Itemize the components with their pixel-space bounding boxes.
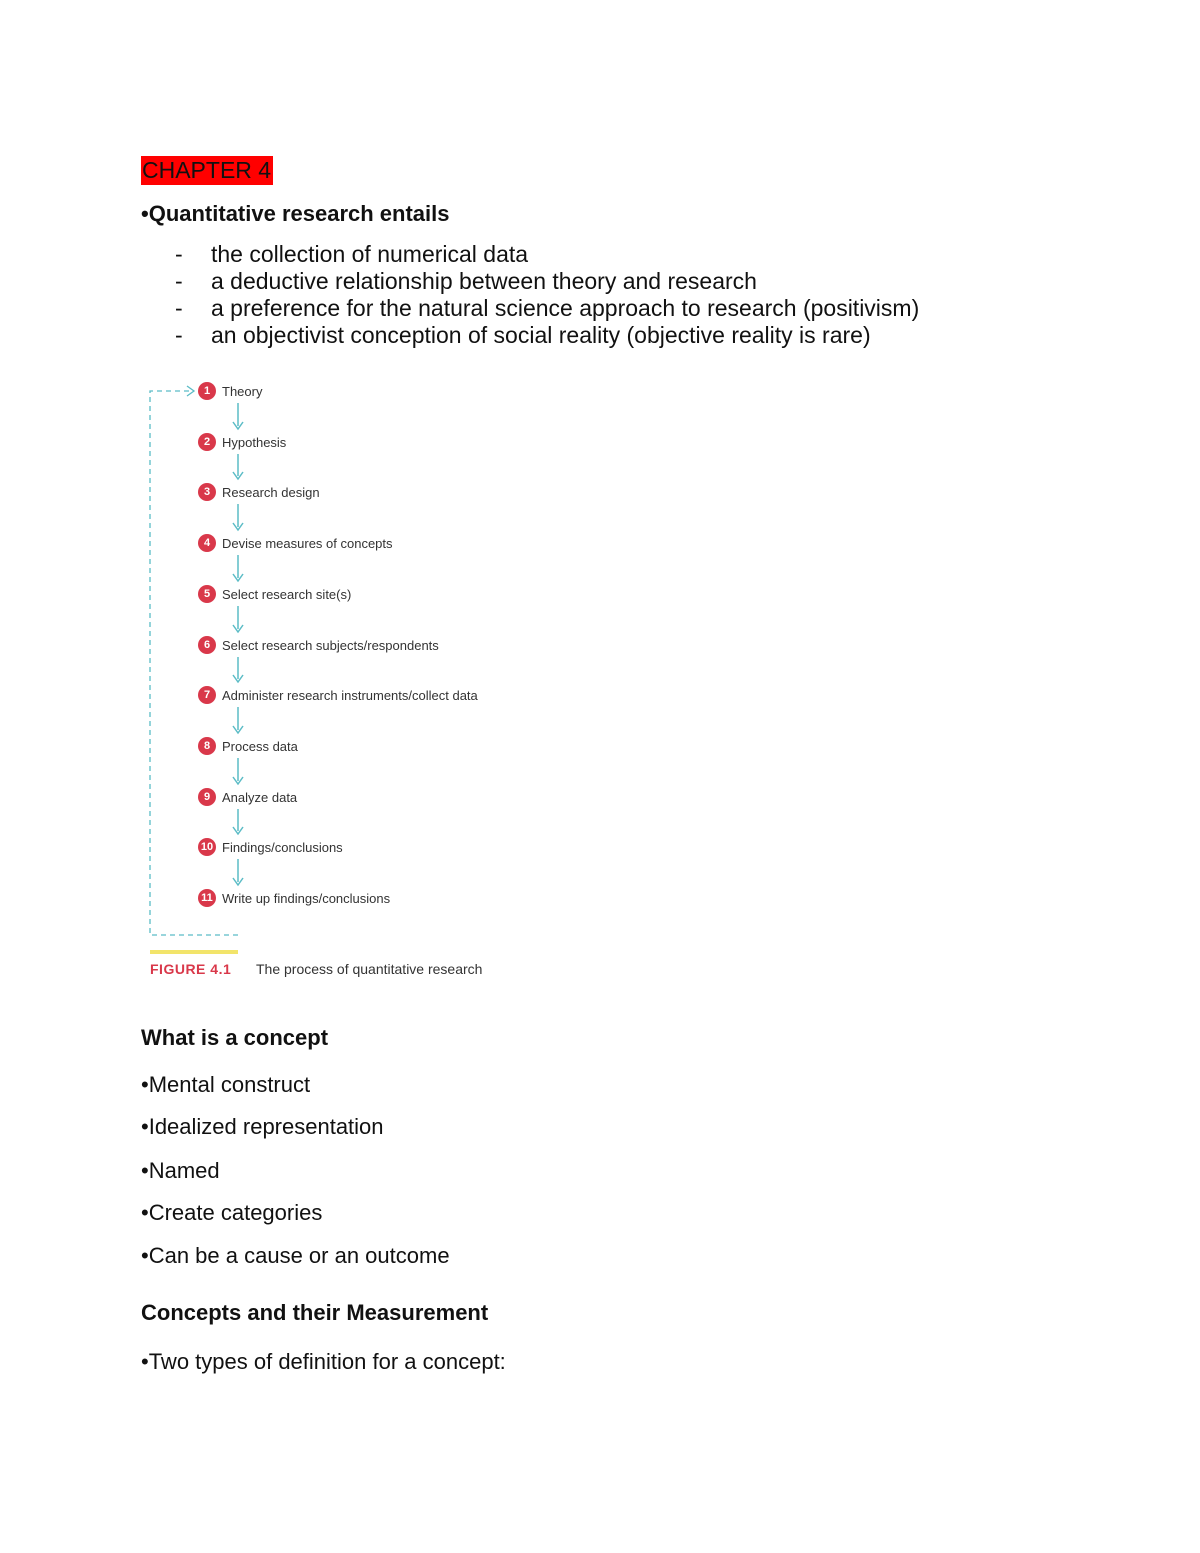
figure-step (198, 736, 298, 756)
step-label: Select research subjects/respondents (222, 637, 439, 653)
list-item-text: the collection of numerical data (211, 241, 529, 267)
figure-caption-text: The process of quantitative research (256, 961, 483, 977)
step-label: Devise measures of concepts (222, 535, 393, 551)
step-label: Write up findings/conclusions (222, 890, 391, 906)
list-item (175, 268, 919, 295)
figure-step (198, 381, 262, 401)
step-number-badge: 4 (198, 534, 216, 552)
figure-step (198, 533, 393, 553)
step-number-badge: 10 (198, 838, 216, 856)
figure-step (198, 837, 343, 857)
step-number-badge: 8 (198, 737, 216, 755)
list-item (175, 241, 919, 268)
figure-step (198, 635, 439, 655)
concept-point: •Mental construct (141, 1072, 311, 1097)
measurement-point: •Two types of definition for a concept: (141, 1349, 506, 1374)
list-item (175, 322, 919, 349)
dash-bullet: - (175, 241, 183, 267)
figure-step (198, 432, 286, 452)
step-label: Theory (222, 383, 263, 399)
list-item-text: an objectivist conception of social reality (objective reality is rare) (211, 322, 871, 348)
list-item-text: a preference for the natural science approach to research (positivism) (211, 295, 920, 321)
step-label: Research design (222, 484, 320, 500)
step-number-badge: 5 (198, 585, 216, 603)
chapter-label: CHAPTER 4 (142, 157, 272, 183)
list-item-text: a deductive relationship between theory and research (211, 268, 757, 294)
step-number-badge: 2 (198, 433, 216, 451)
step-label: Process data (222, 738, 298, 754)
figure-step (198, 888, 390, 908)
step-label: Findings/conclusions (222, 839, 343, 855)
figure-step (198, 787, 297, 807)
figure-connectors (140, 372, 560, 952)
concept-point: •Create categories (141, 1200, 323, 1225)
figure-step (198, 685, 478, 705)
dash-bullet: - (175, 295, 183, 321)
step-number-badge: 11 (198, 889, 216, 907)
step-number-badge: 1 (198, 382, 216, 400)
dash-bullet: - (175, 322, 183, 348)
figure-caption-label: FIGURE 4.1 (150, 961, 232, 977)
concept-point: •Can be a cause or an outcome (141, 1243, 450, 1268)
step-label: Select research site(s) (222, 586, 352, 602)
step-number-badge: 7 (198, 686, 216, 704)
process-figure (140, 372, 560, 992)
figure-caption-bar (150, 950, 238, 954)
step-number-badge: 9 (198, 788, 216, 806)
step-label: Administer research instruments/collect data (222, 687, 478, 703)
list-item (175, 295, 919, 322)
figure-caption (150, 961, 482, 977)
figure-step (198, 584, 351, 604)
step-label: Hypothesis (222, 434, 287, 450)
step-number-badge: 6 (198, 636, 216, 654)
figure-step (198, 482, 320, 502)
concept-point: •Named (141, 1158, 220, 1183)
dash-bullet: - (175, 268, 183, 294)
step-number-badge: 3 (198, 483, 216, 501)
concept-point: •Idealized representation (141, 1114, 384, 1139)
concept-heading: What is a concept (141, 1025, 329, 1050)
quantitative-heading: •Quantitative research entails (141, 201, 450, 226)
step-label: Analyze data (222, 789, 298, 805)
quantitative-points-list (175, 241, 919, 349)
measurement-heading: Concepts and their Measurement (141, 1300, 489, 1325)
